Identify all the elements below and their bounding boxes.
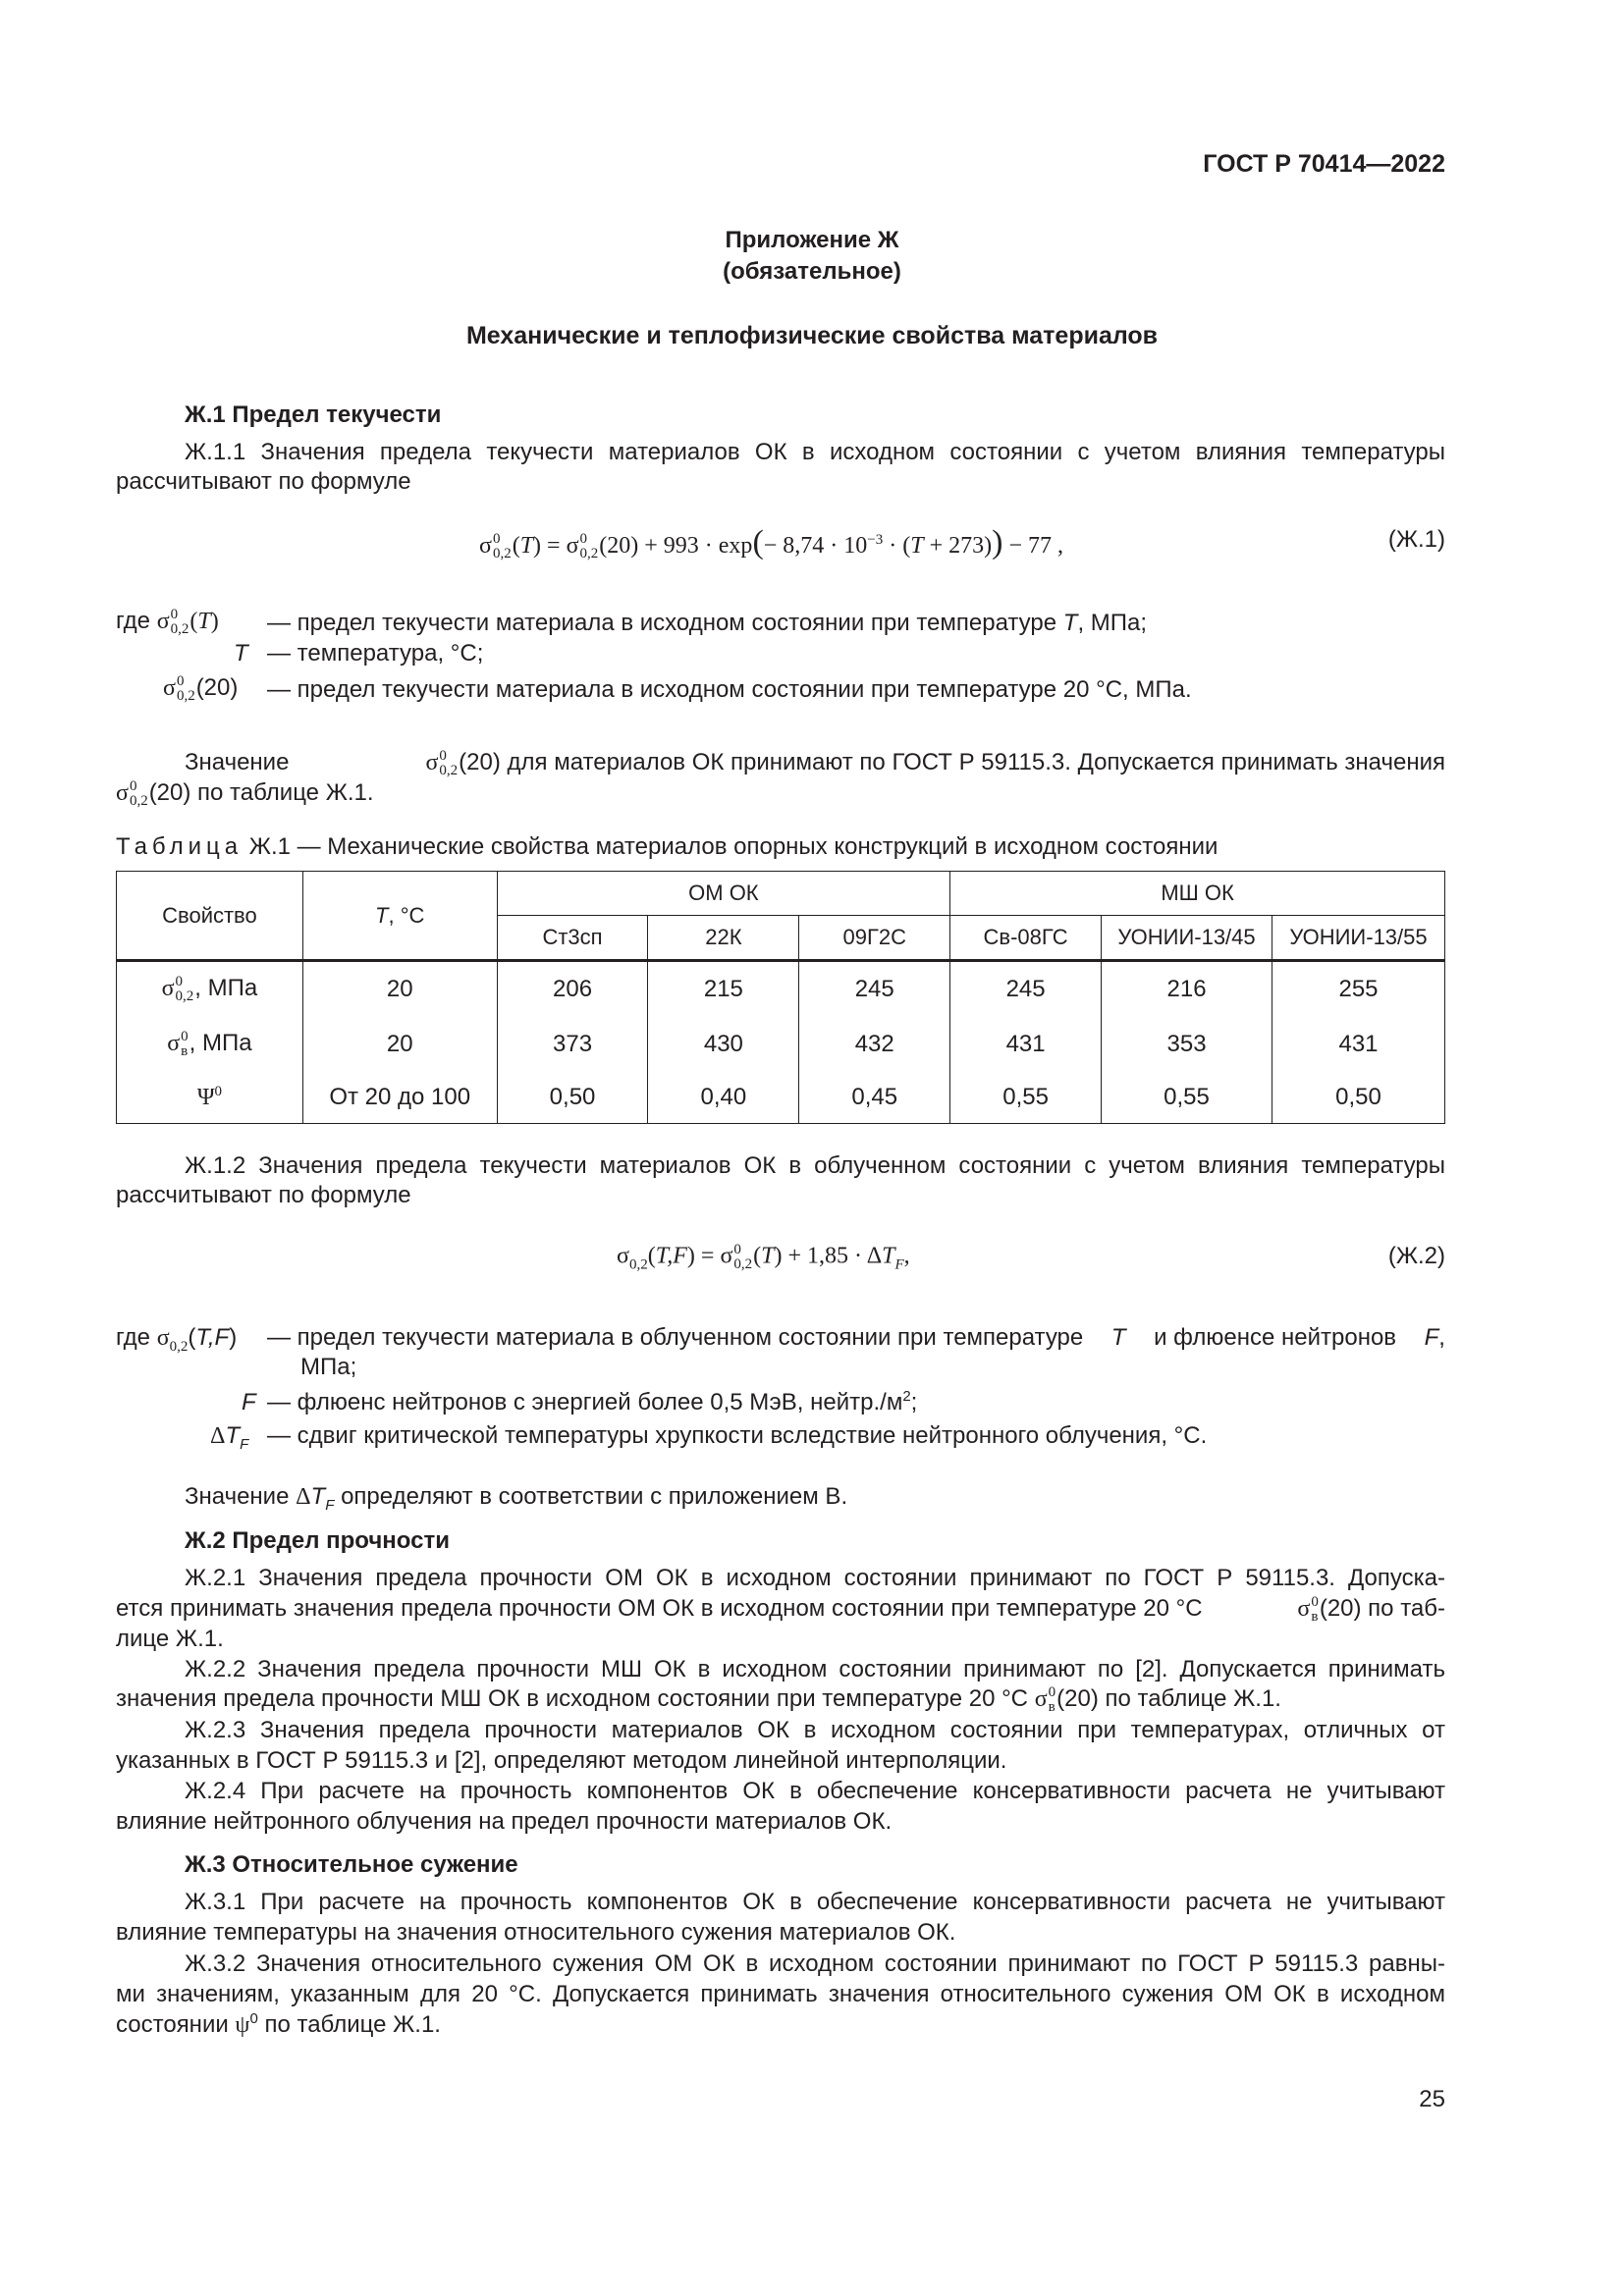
table-cell: 0,40 [648,1072,799,1124]
table-cell: 0,50 [497,1072,648,1124]
table-cell: 430 [648,1017,799,1072]
paragraph-1-2-line1: Ж.1.2 Значения предела текучести материалов ОК в облученном состоянии с учетом влияния температуры [185,1152,1445,1179]
formula-number-zh1: (Ж.1) [1387,526,1445,553]
header-material: 22К [648,916,799,961]
table-cell: 206 [497,961,648,1018]
paragraph-1-2-line2: рассчитывают по формуле [116,1182,411,1208]
where-item-3-desc: — предел текучести материала в исходном состоянии при температуре 20 °С, МПа. [267,676,1192,703]
where-item-1: где σ 0 0,2 (T) [116,607,219,638]
paragraph-3-1-line1: Ж.3.1 При расчете на прочность компонентов ОК в обеспечение консервативности расчета не учитывают [185,1889,1445,1915]
table-cell: 216 [1102,961,1272,1018]
table-cell: 255 [1272,961,1445,1018]
page-number: 25 [1419,2086,1445,2112]
formula-number-zh2: (Ж.2) [1387,1243,1445,1269]
where2-item-1: где $\sigma_{0,2}(T,F)$ [116,1324,238,1355]
formula-zh1: σ 0 0,2 (T) = σ 0 0,2 $(20) + 993 \cdot \exp(- 8,74 \cdot 10^{-3} \cdot (T + 273)) - 77$ , [479,524,1064,562]
table-caption: Таблица Ж.1 — Механические свойства материалов опорных конструкций в исходном состоянии [116,833,1218,860]
paragraph-1-1-line2: рассчитывают по формуле [116,468,411,495]
note-delta-tf: Значение $\Delta T_F$ определяют в соответствии с приложением В. [185,1483,848,1514]
paragraph-2-3-line1: Ж.2.3 Значения предела прочности материалов ОК в исходном состоянии при температурах, отличных от [185,1717,1445,1743]
header-property: Свойство [117,872,303,961]
row-property: $\Psi^0$ [117,1072,303,1124]
table-cell: 0,50 [1272,1072,1445,1124]
header-material: Св-08ГС [950,916,1102,961]
row-temperature: От 20 до 100 [302,1072,497,1124]
header-material: УОНИИ-13/45 [1102,916,1272,961]
appendix-heading: Механические и теплофизические свойства материалов [465,322,1159,349]
table-cell: 245 [799,961,950,1018]
where-item-2-desc: — температура, °С; [267,640,484,667]
section-heading-2: Ж.2 Предел прочности [185,1527,450,1554]
header-material: УОНИИ-13/55 [1272,916,1445,961]
paragraph-2-3-line2: указанных в ГОСТ Р 59115.3 и [2], определяют методом линейной интерполяции. [116,1747,1007,1774]
table-row [117,1072,1445,1124]
header-temperature: T, °С [302,872,497,961]
where-item-2: T [234,640,248,667]
table-cell: 353 [1102,1017,1272,1072]
where-item-3: σ 0 0,2 (20) [163,673,239,705]
paragraph-3-1-line2: влияние температуры на значения относительного сужения материалов ОК. [116,1919,956,1946]
formula-zh2: $\sigma_{0,2}(T,F) = \sigma$ 0 0,2 $(T) + 1,85 \cdot \Delta T_F$, [617,1242,910,1273]
header-group-msh: МШ ОК [950,872,1445,916]
table-cell: 373 [497,1017,648,1072]
header-material: 09Г2С [799,916,950,961]
appendix-title: Приложение Ж [725,227,899,253]
table-row [117,1017,1445,1072]
standard-number: ГОСТ Р 70414—2022 [1203,150,1445,178]
row-property: σ 0 0,2 , МПа [117,961,303,1018]
table-cell: 0,55 [950,1072,1102,1124]
paragraph-2-2-line2: значения предела прочности МШ ОК в исходном состоянии при температуре 20 °С σ 0 в (20) по таблице Ж.1. [116,1684,1281,1716]
note-sigma-line2: σ 0 0,2 (20) по таблице Ж.1. [116,778,374,810]
table-cell: 432 [799,1017,950,1072]
table-zh1 [116,871,1445,1124]
table-cell: 0,45 [799,1072,950,1124]
where2-item-3: $\Delta T_F$ [210,1422,249,1453]
table-cell: 431 [950,1017,1102,1072]
table-row [117,961,1445,1018]
table-cell: 245 [950,961,1102,1018]
paragraph-2-4-line2: влияние нейтронного облучения на предел прочности материалов ОК. [116,1808,893,1835]
header-group-om: ОМ ОК [497,872,950,916]
row-temperature: 20 [302,1017,497,1072]
where2-item-2-desc: — флюенс нейтронов с энергией более 0,5 МэВ, $нейтр./м^2$; [267,1388,918,1415]
note-sigma-line1: Значение σ 0 0,2 (20) для материалов ОК принимают по ГОСТ Р 59115.3. Допускается принимать значения [185,748,1445,779]
section-heading-1: Ж.1 Предел текучести [185,401,442,428]
paragraph-3-2-line1: Ж.3.2 Значения относительного сужения ОМ ОК в исходном состоянии принимают по ГОСТ Р 59115.3 равны- [185,1950,1445,1977]
header-material: Ст3сп [497,916,648,961]
paragraph-3-2-line3: состоянии $\psi^0$ по таблице Ж.1. [116,2010,441,2038]
row-temperature: 20 [302,961,497,1018]
paragraph-3-2-line2: ми значениям, указанным для 20 °С. Допускается принимать значения относительного сужения ОМ ОК в исходном [116,1981,1445,2007]
paragraph-2-1-line1: Ж.2.1 Значения предела прочности ОМ ОК в исходном состоянии принимают по ГОСТ Р 59115.3. Допуска- [185,1565,1445,1591]
section-heading-3: Ж.3 Относительное сужение [185,1851,518,1878]
table-cell: 431 [1272,1017,1445,1072]
paragraph-1-1-line1: Ж.1.1 Значения предела текучести материалов ОК в исходном состоянии с учетом влияния температуры [185,439,1445,465]
where2-item-1-cont: МПа; [300,1354,357,1380]
where-item-1-desc: — предел текучести материала в исходном состоянии при температуре T, МПа; [267,610,1148,636]
row-property: σ 0 в , МПа [117,1017,303,1072]
paragraph-2-1-line3: лице Ж.1. [116,1626,224,1652]
table-cell: 215 [648,961,799,1018]
appendix-status: (обязательное) [723,258,901,285]
table-cell: 0,55 [1102,1072,1272,1124]
where2-item-3-desc: — сдвиг критической температуры хрупкости вследствие нейтронного облучения, °С. [267,1422,1208,1449]
paragraph-2-4-line1: Ж.2.4 При расчете на прочность компонентов ОК в обеспечение консервативности расчета не учитывают [185,1778,1445,1804]
where2-item-2: F [242,1389,256,1415]
paragraph-2-1-line2: ется принимать значения предела прочности ОМ ОК в исходном состоянии при температуре 20 °С σ 0 в (20) по таб- [116,1594,1445,1626]
paragraph-2-2-line1: Ж.2.2 Значения предела прочности МШ ОК в исходном состоянии принимают по [2]. Допускается принимать [185,1656,1445,1682]
where2-item-1-desc: — предел текучести материала в облученном состоянии при температуре T и флюенсе нейтронов F, [267,1324,1445,1351]
